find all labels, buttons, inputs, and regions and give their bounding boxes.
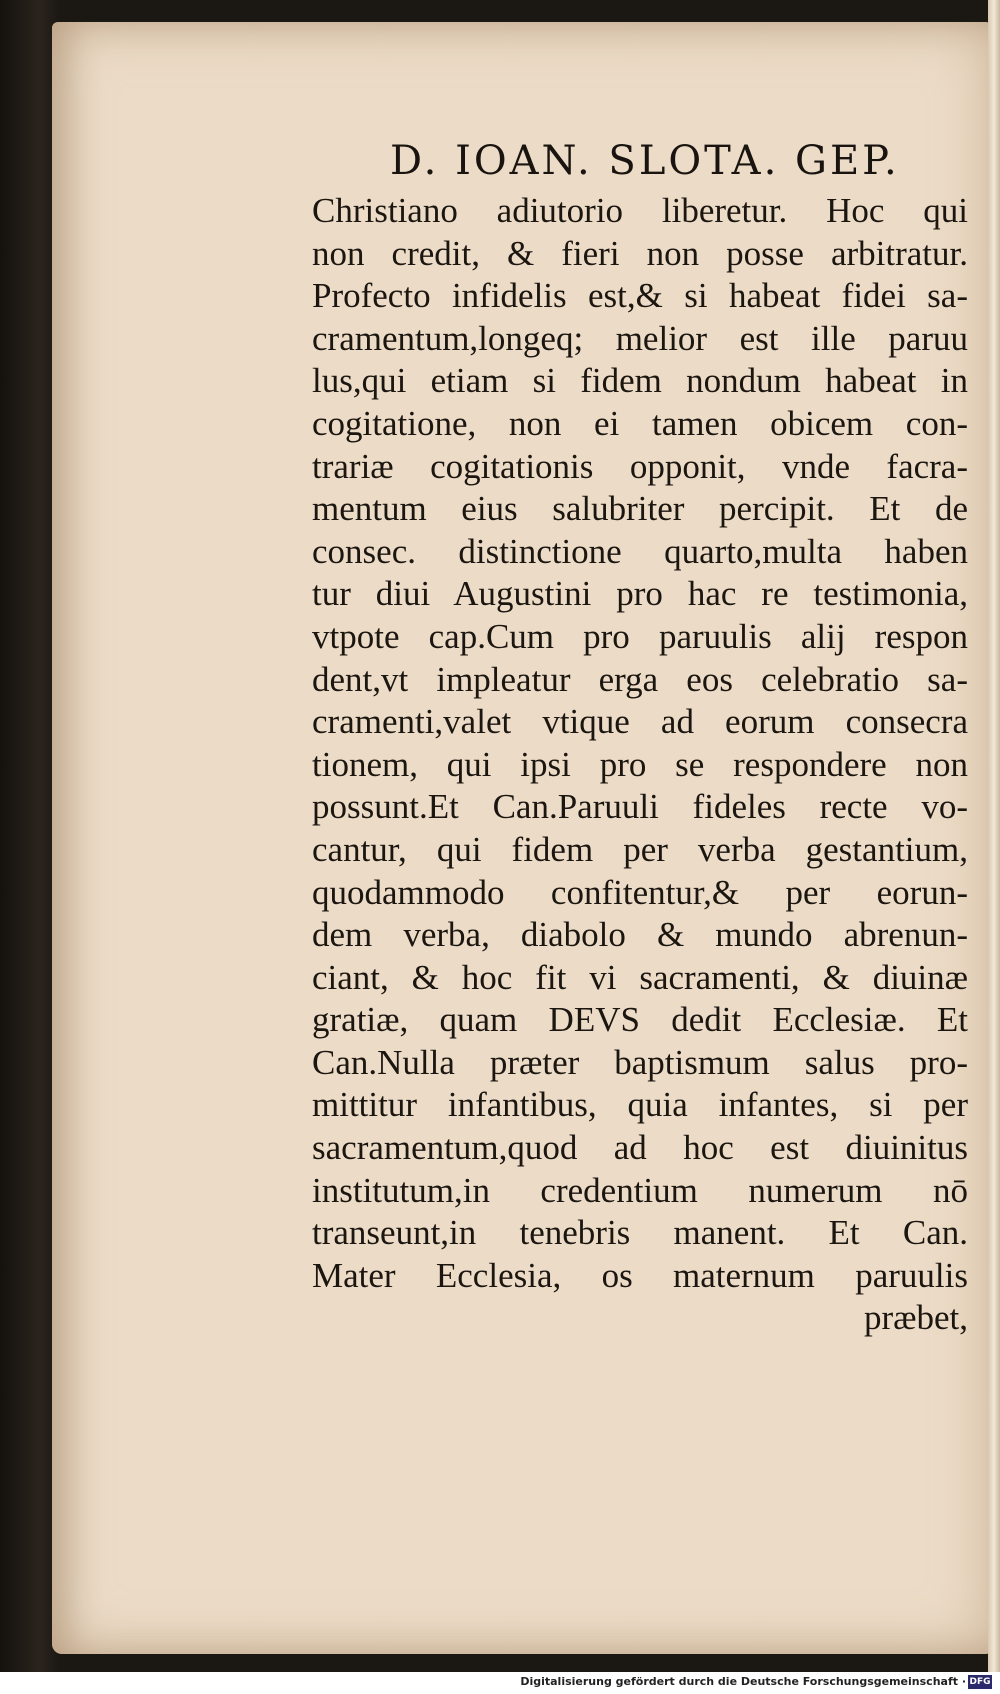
catchword: præbet, — [863, 1298, 968, 1338]
text-line: cramenti,valet vtique ad eorum consecra — [312, 702, 968, 742]
text-line: ciant, & hoc fit vi sacramenti, & diuinæ — [312, 957, 968, 997]
text-line: Profecto infidelis est,& si habeat fidei sa- — [312, 276, 968, 316]
text-line: cantur, qui fidem per verba gestantium, — [312, 829, 968, 869]
text-line: dent,vt impleatur erga eos celebratio sa- — [312, 659, 968, 699]
text-line: institutum,in credentium numerum nō — [312, 1170, 968, 1210]
text-line: Mater Ecclesia, os maternum paruulis — [312, 1255, 968, 1295]
text-line: cramentum,longeq; melior est ille paruu — [312, 318, 968, 358]
text-line: dem verba, diabolo & mundo abrenun- — [312, 915, 968, 955]
text-line: trariæ cogitationis opponit, vnde facra- — [312, 446, 968, 486]
text-line: possunt.Et Can.Paruuli fideles recte vo- — [312, 787, 968, 827]
text-line: mittitur infantibus, quia infantes, si per — [312, 1085, 968, 1125]
text-line: sacramentum,quod ad hoc est diuinitus — [312, 1128, 968, 1168]
footer-credit: Digitalisierung gefördert durch die Deutsche Forschungsgemeinschaft · — [520, 1675, 966, 1688]
text-line: non credit, & fieri non posse arbitratur. — [312, 233, 968, 273]
text-line: consec. distinctione quarto,multa haben — [312, 531, 968, 571]
page-edge — [988, 0, 1000, 1694]
text-line: vtpote cap.Cum pro paruulis alij respon — [312, 616, 968, 656]
text-line: gratiæ, quam DEVS dedit Ecclesiæ. Et — [312, 1000, 968, 1040]
text-line: quodammodo confitentur,& per eorun- — [312, 872, 968, 912]
dfg-logo: DFG — [969, 1677, 991, 1687]
text-line: tur diui Augustini pro hac re testimonia, — [312, 574, 968, 614]
text-line: Christiano adiutorio liberetur. Hoc qui — [312, 191, 968, 230]
text-line: transeunt,in tenebris manent. Et Can. — [312, 1213, 968, 1253]
text-line: cogitatione, non ei tamen obicem con- — [312, 403, 968, 443]
text-line: tionem, qui ipsi pro se respondere non — [312, 744, 968, 784]
text-line: mentum eius salubriter percipit. Et de — [312, 489, 968, 529]
running-head: D. IOAN. SLOTA. GEP. — [390, 138, 900, 184]
text-line: Can.Nulla præter baptismum salus pro- — [312, 1042, 968, 1082]
text-line: lus,qui etiam si fidem nondum habeat in — [312, 361, 968, 401]
text-block — [312, 190, 968, 1340]
